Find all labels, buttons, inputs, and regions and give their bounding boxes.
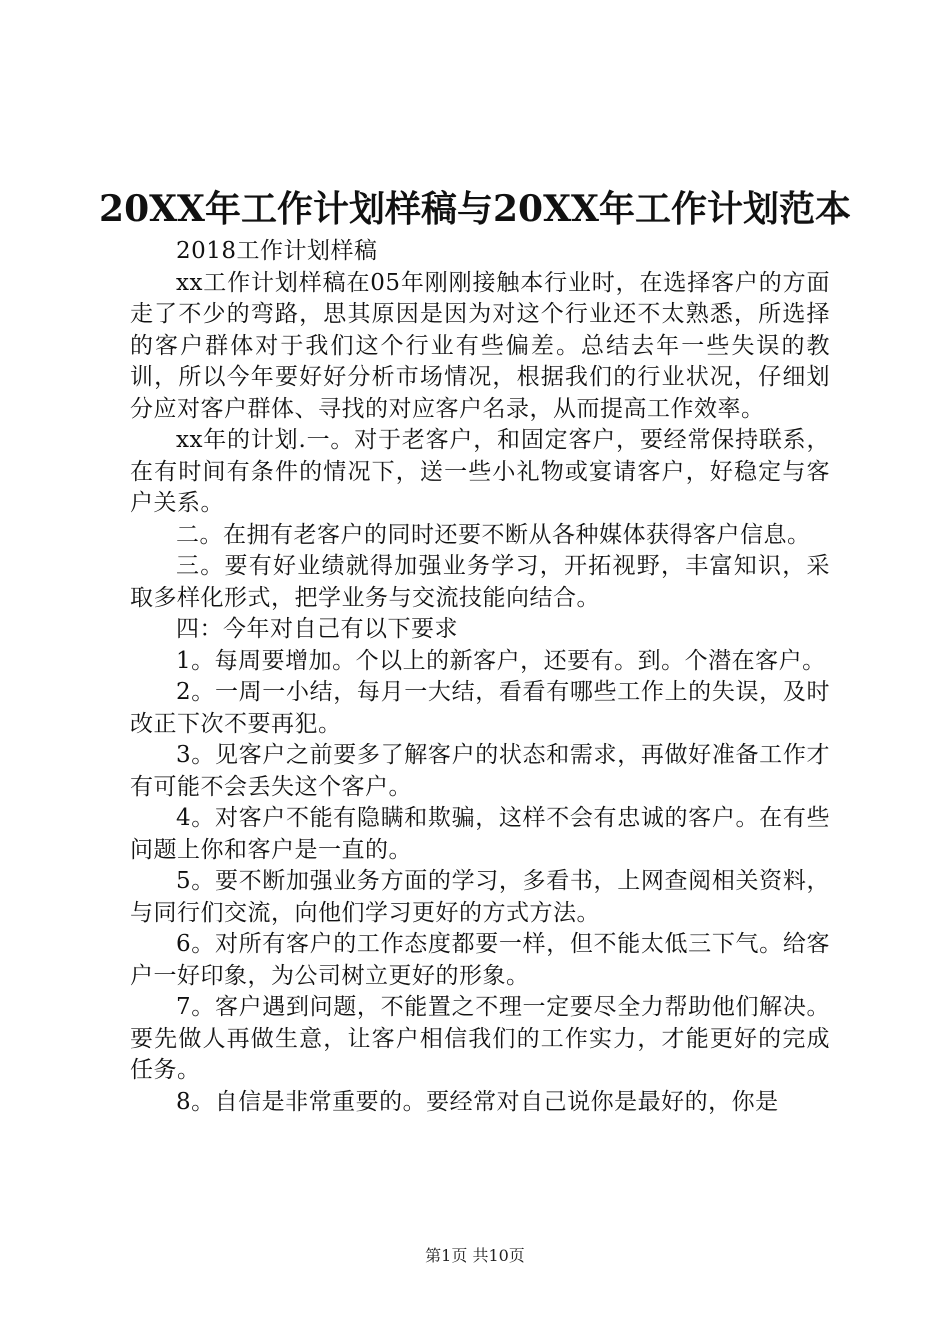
- page-number-footer: 第1页 共10页: [425, 1246, 525, 1265]
- document-body: [130, 236, 830, 1118]
- section-heading: 2018工作计划样稿: [176, 238, 378, 264]
- list-item: 4。对客户不能有隐瞒和欺骗，这样不会有忠诚的客户。在有些问题上你和客户是一直的。: [130, 805, 830, 863]
- body-paragraph: xx年的计划.一。对于老客户，和固定客户，要经常保持联系，在有时间有条件的情况下，送一些小礼物或宴请客户，好稳定与客户关系。: [130, 427, 830, 516]
- list-item: 6。对所有客户的工作态度都要一样，但不能太低三下气。给客户一好印象，为公司树立更好的形象。: [130, 931, 830, 989]
- list-item: 3。见客户之前要多了解客户的状态和需求，再做好准备工作才有可能不会丢失这个客户。: [130, 742, 830, 800]
- body-paragraph: 四：今年对自己有以下要求: [176, 616, 458, 642]
- list-item: 8。自信是非常重要的。要经常对自己说你是最好的，你是: [176, 1088, 779, 1115]
- body-paragraph: 三。要有好业绩就得加强业务学习，开拓视野，丰富知识，采取多样化形式，把学业务与交流技能向结合。: [130, 553, 830, 611]
- list-item: 2。一周一小结，每月一大结，看看有哪些工作上的失误，及时改正下次不要再犯。: [130, 679, 830, 737]
- list-item: 7。客户遇到问题，不能置之不理一定要尽全力帮助他们解决。要先做人再做生意，让客户相信我们的工作实力，才能更好的完成任务。: [130, 994, 830, 1083]
- body-paragraph: 二。在拥有老客户的同时还要不断从各种媒体获得客户信息。: [176, 521, 811, 548]
- body-paragraph: xx工作计划样稿在05年刚刚接触本行业时，在选择客户的方面走了不少的弯路，思其原因是因为对这个行业还不太熟悉，所选择的客户群体对于我们这个行业有些偏差。总结去年一些失误的教训，所以今年要好好分析市场情况，根据我们的行业状况，仔细划分应对客户群体、寻找的对应客户名录，从而提高工作效率。: [130, 269, 830, 422]
- list-item: 1。每周要增加。个以上的新客户，还要有。到。个潜在客户。: [176, 647, 826, 674]
- document-title: 20XX年工作计划样稿与20XX年工作计划范本: [99, 188, 851, 230]
- list-item: 5。要不断加强业务方面的学习，多看书，上网查阅相关资料，与同行们交流，向他们学习更好的方式方法。: [130, 868, 830, 926]
